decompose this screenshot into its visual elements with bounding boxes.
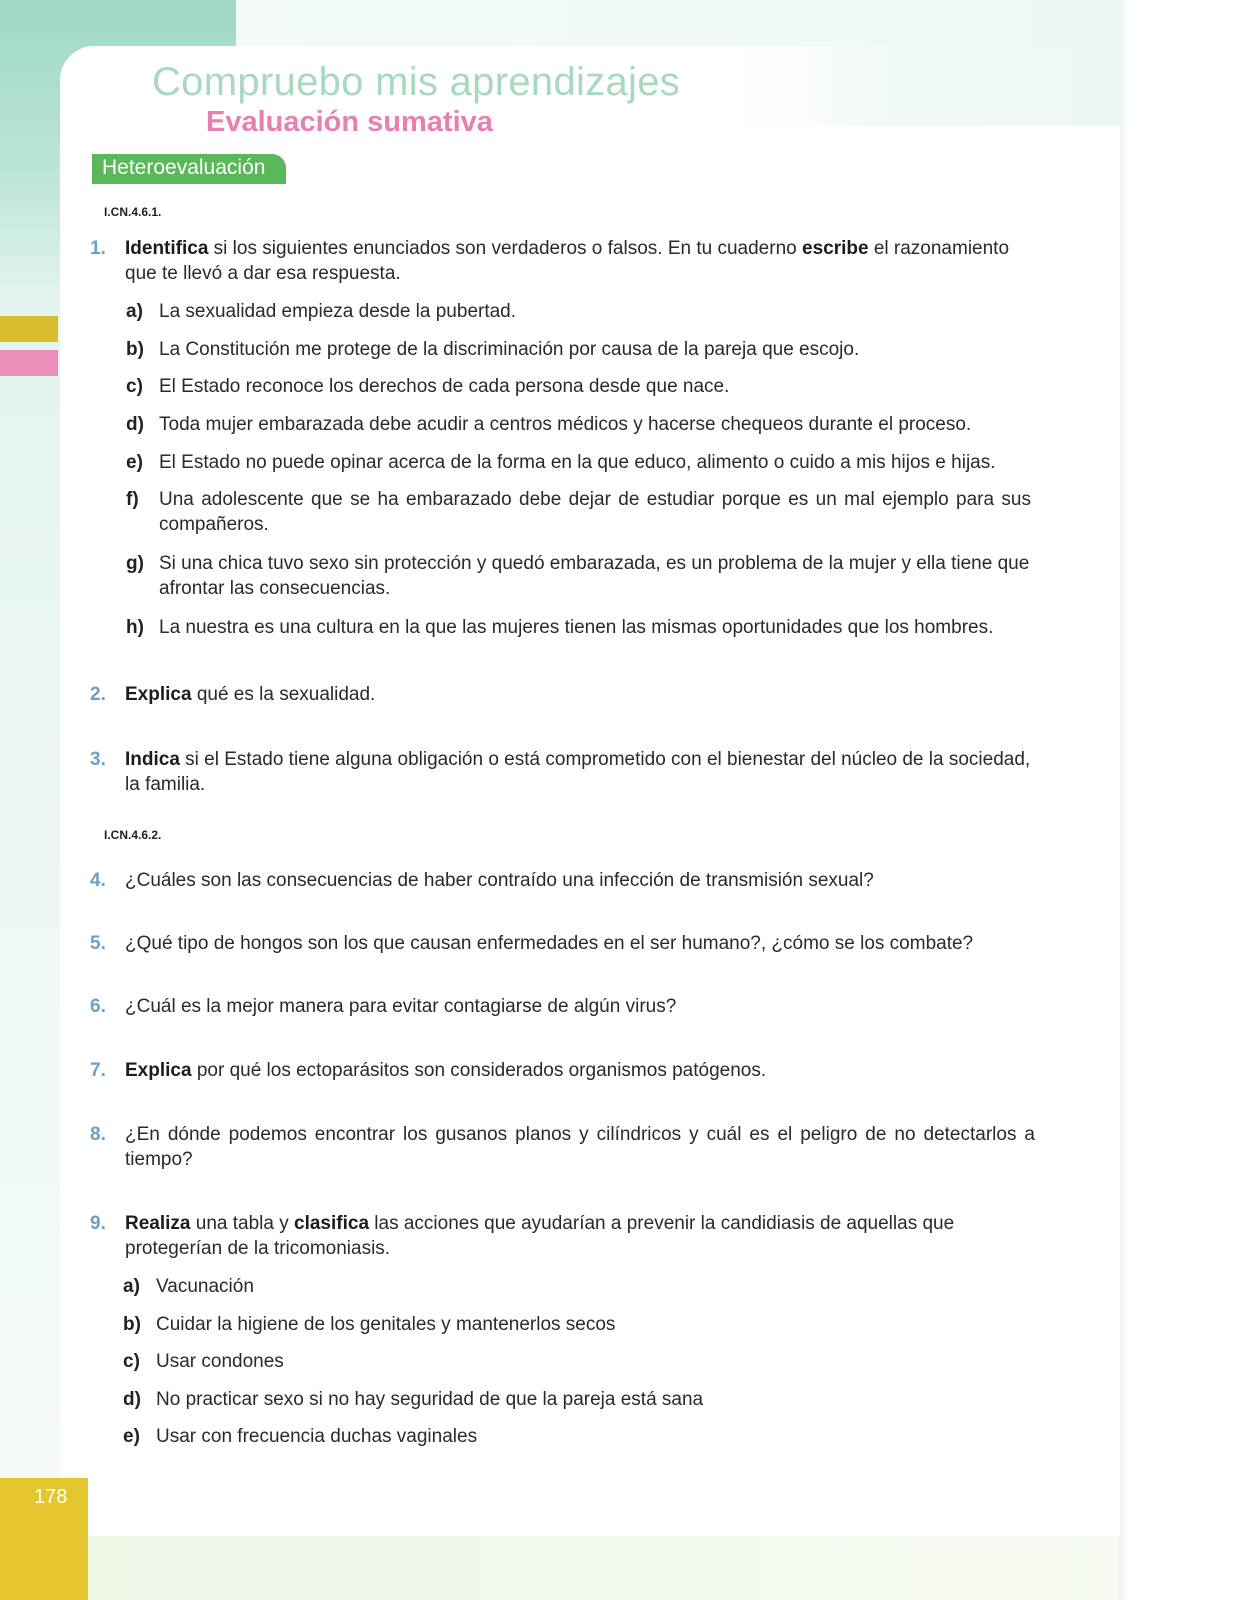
question-3: 3. Indica si el Estado tiene alguna obligación o está comprometido con el bienestar del núcleo de la sociedad, la familia.: [90, 749, 1031, 795]
yellow-tab-marker: [0, 316, 58, 342]
list-item: e) El Estado no puede opinar acerca de la forma en la que educo, alimento o cuido a mis hijos e hijas.: [126, 452, 996, 473]
question-7: 7. Explica por qué los ectoparásitos son considerados organismos patógenos.: [90, 1060, 767, 1081]
left-strip-decoration: [0, 300, 60, 1500]
list-item: b) Cuidar la higiene de los genitales y mantenerlos secos: [123, 1314, 616, 1335]
question-1: [90, 236, 1035, 286]
list-item: f) Una adolescente que se ha embarazado debe dejar de estudiar porque es un mal ejemplo para sus compañeros.: [126, 489, 1031, 535]
question-4: 4. ¿Cuáles son las consecuencias de haber contraído una infección de transmisión sexual?: [90, 870, 874, 891]
list-item: b) La Constitución me protege de la discriminación por causa de la pareja que escojo.: [126, 339, 860, 360]
list-item: h) La nuestra es una cultura en la que las mujeres tienen las mismas oportunidades que los hombres.: [126, 617, 994, 638]
question-9: 9. Realiza una tabla y clasifica las acciones que ayudarían a prevenir la candidiasis de aquellas que protegerían de la tricomoniasis.: [90, 1213, 955, 1259]
page-subtitle: Evaluación sumativa: [206, 106, 493, 138]
list-item: c) El Estado reconoce los derechos de cada persona desde que nace.: [126, 376, 730, 397]
question-6: 6. ¿Cuál es la mejor manera para evitar contagiarse de algún virus?: [90, 996, 677, 1017]
question-8: 8. ¿En dónde podemos encontrar los gusanos planos y cilíndricos y cuál es el peligro de no detectarlos a tiempo?: [90, 1124, 1035, 1170]
pink-tab-marker: [0, 350, 58, 376]
question-number: 1.: [90, 238, 106, 259]
indicator-code: I.CN.4.6.1.: [104, 205, 162, 219]
indicator-code: I.CN.4.6.2.: [104, 828, 162, 842]
bottom-band-decoration: [88, 1536, 1118, 1600]
page-title: Compruebo mis aprendizajes: [152, 60, 681, 104]
question-5: 5. ¿Qué tipo de hongos son los que causan enfermedades en el ser humano?, ¿cómo se los combate?: [90, 933, 974, 954]
section-badge: Heteroevaluación: [92, 154, 286, 184]
right-margin: [1126, 0, 1236, 1600]
list-item: g) Si una chica tuvo sexo sin protección y quedó embarazada, es un problema de la mujer y ella tiene que afrontar las consecuencias.: [126, 553, 1030, 599]
list-item: e) Usar con frecuencia duchas vaginales: [123, 1426, 478, 1447]
list-item: d) Toda mujer embarazada debe acudir a centros médicos y hacerse chequeos durante el proceso.: [126, 414, 972, 435]
card-header-fade: [740, 46, 1120, 126]
question-text: Identifica si los siguientes enunciados son verdaderos o falsos. En tu cuaderno escribe el razonamiento que te llevó a dar esa respuesta.: [125, 238, 1010, 284]
list-item: c) Usar condones: [123, 1351, 284, 1372]
page-number: 178: [34, 1486, 68, 1508]
list-item: d) No practicar sexo si no hay seguridad de que la pareja está sana: [123, 1389, 704, 1410]
list-item: a) La sexualidad empieza desde la pubertad.: [126, 301, 517, 322]
question-2: 2. Explica qué es la sexualidad.: [90, 684, 376, 705]
list-item: a) Vacunación: [123, 1276, 254, 1297]
